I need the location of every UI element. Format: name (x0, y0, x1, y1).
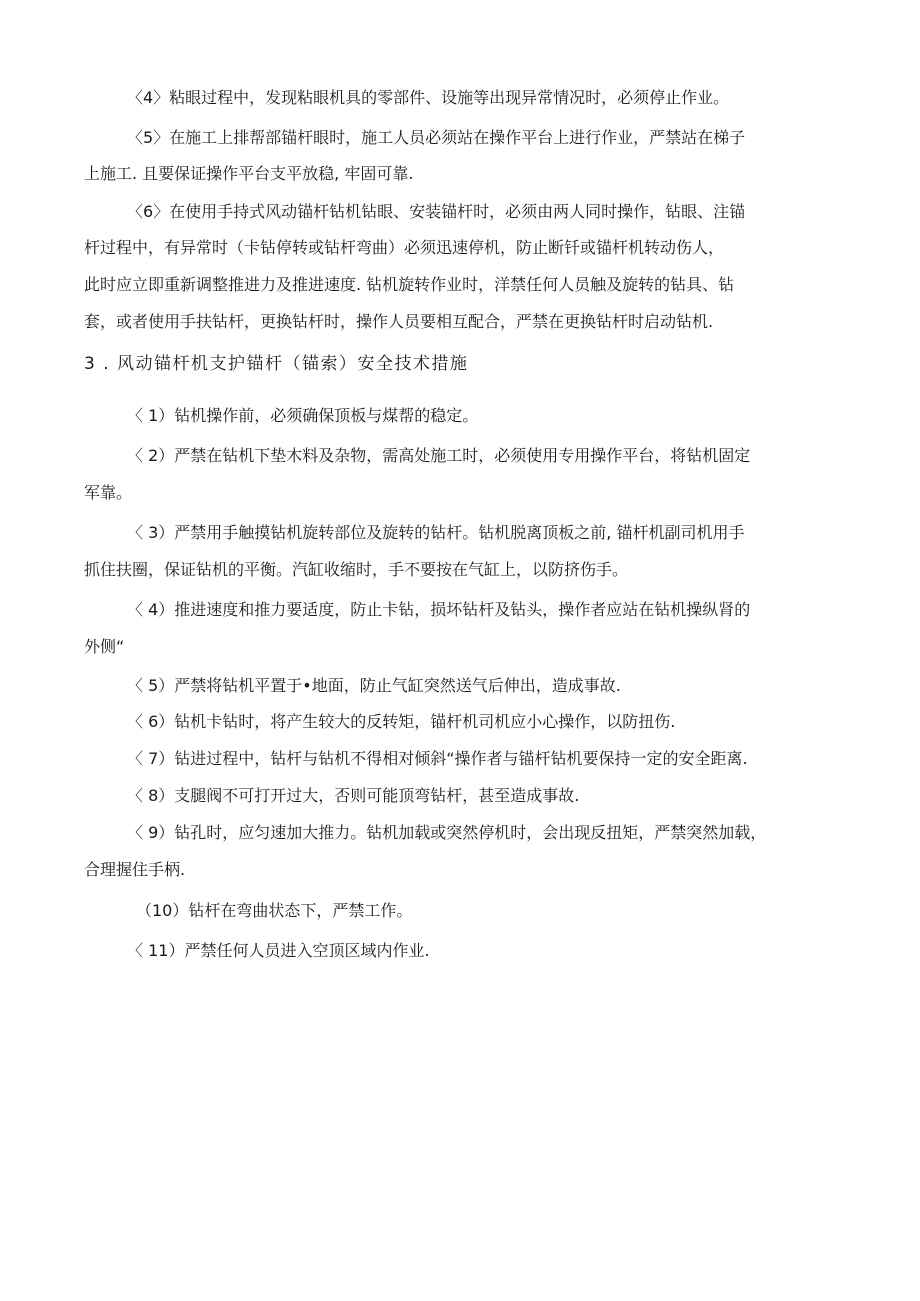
para-4-line-1: 〈4〉粘眼过程中，发现粘眼机具的零部件、设施等出现异常情况时，必须停止作业。 (127, 88, 730, 107)
item-3-line-2: 抓住扶圈，保证钻机的平衡。汽缸收缩时，手不要按在气缸上，以防挤伤手。 (84, 560, 629, 579)
item-2-line-1: 〈 2）严禁在钻机下垫木料及杂物，需高处施工时，必须使用专用操作平台，将钻机固定 (127, 446, 751, 465)
item-6-line-1: 〈 6）钻机卡钻时，将产生较大的反转矩，锚杆机司机应小心操作，以防扭伤. (127, 712, 676, 731)
para-6-line-2: 杆过程中，有异常时（卡钻停转或钻杆弯曲）必须迅速停机，防止断钎或锚杆机转动伤人， (84, 238, 725, 257)
item-7-line-1: 〈 7）钻进过程中，钻杆与钻机不得相对倾斜“操作者与锚杆钻机要保持一定的安全距离. (127, 749, 748, 768)
item-9-line-2: 合理握住手柄. (84, 860, 186, 879)
item-4-line-1: 〈 4）推进速度和推力要适度，防止卡钻，损坏钻杆及钻头，操作者应站在钻机操纵肾的 (127, 600, 751, 619)
para-5-line-1: 〈5〉在施工上排帮部锚杆眼时，施工人员必须站在操作平台上进行作业，严禁站在梯子 (127, 128, 746, 147)
item-2-line-2: 军靠。 (84, 483, 133, 502)
item-5-line-1: 〈 5）严禁将钻机平置于•地面，防止气缸突然送气后伸出，造成事故. (127, 676, 621, 695)
item-11-line-1: 〈 11）严禁任何人员进入空顶区域内作业. (127, 941, 430, 960)
para-6-line-4: 套，或者使用手扶钻杆，更换钻杆时，操作人员要相互配合，严禁在更换钻杆时启动钻机. (84, 312, 714, 331)
section-3-heading: 3 . 风动锚杆机支护锚杆（锚索）安全技术措施 (84, 354, 469, 374)
item-3-line-1: 〈 3）严禁用手触摸钻机旋转部位及旋转的钻杆。钻机脱离顶板之前, 锚杆机副司机用手 (127, 523, 745, 542)
item-8-line-1: 〈 8）支腿阀不可打开过大，否则可能顶弯钻杆，甚至造成事故. (127, 786, 580, 805)
item-9-line-1: 〈 9）钻孔时，应匀速加大推力。钻机加载或突然停机时，会出现反扭矩，严禁突然加载， (127, 823, 767, 842)
item-4-line-2: 外侧“ (84, 637, 125, 656)
para-5-line-2: 上施工. 且要保证操作平台支平放稳, 牢固可靠. (84, 164, 414, 183)
para-6-line-1: 〈6〉在使用手持式风动锚杆钻机钻眼、安装锚杆时，必须由两人同时操作，钻眼、注锚 (127, 202, 746, 221)
para-6-line-3: 此时应立即重新调整推进力及推进速度. 钻机旋转作业时，洋禁任何人员触及旋转的钻具、钻 (84, 275, 735, 294)
item-10-line-1: （10）钻杆在弯曲状态下，严禁工作。 (136, 901, 413, 920)
item-1-line-1: 〈 1）钻机操作前，必须确保顶板与煤帮的稳定。 (127, 406, 479, 425)
